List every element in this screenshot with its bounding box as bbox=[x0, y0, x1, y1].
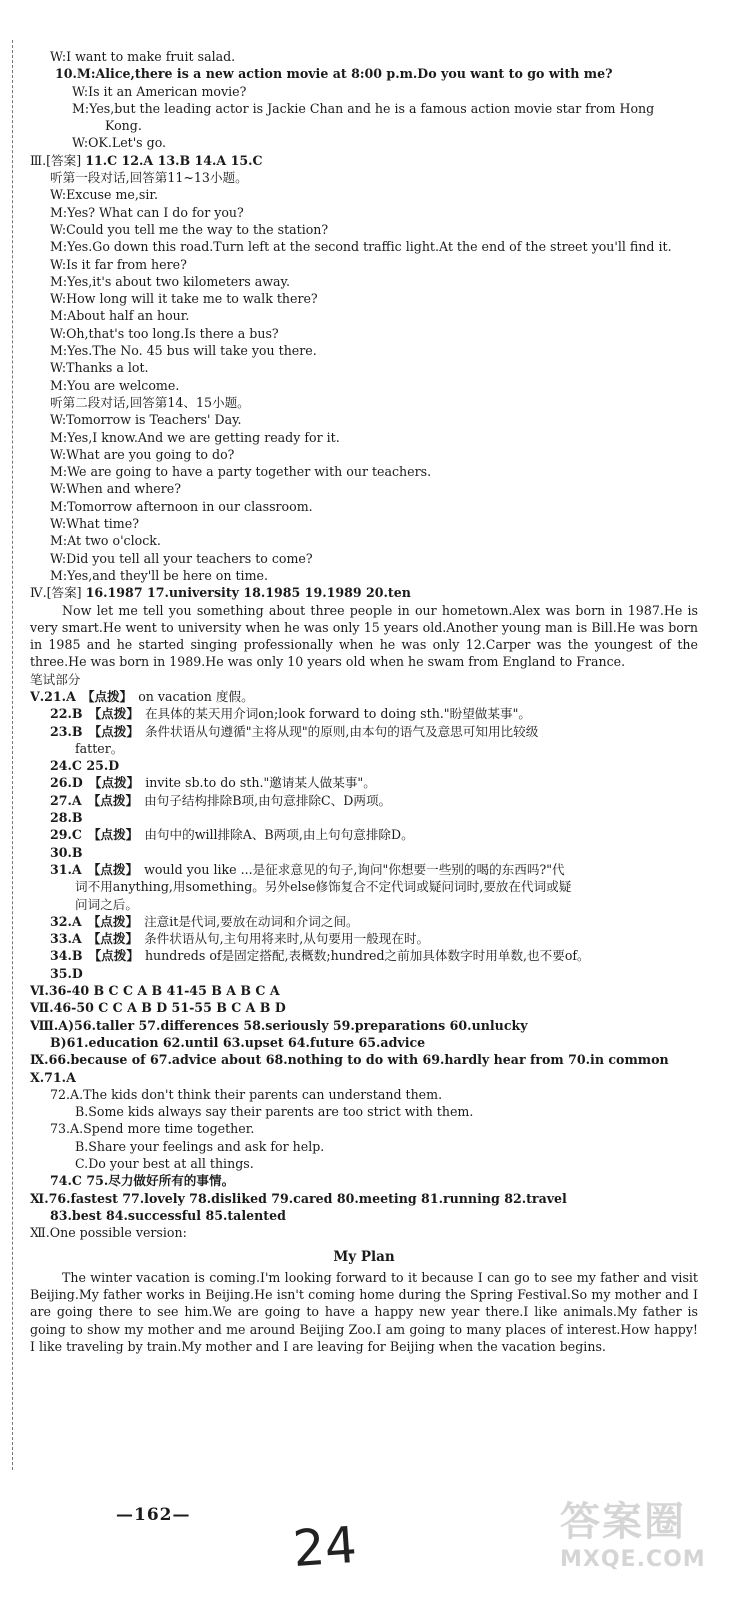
section-10-line: Ⅹ.71.A bbox=[30, 1069, 76, 1085]
dialogue-line: W:What time? bbox=[50, 516, 139, 532]
hint-tag: 【点拨】 bbox=[87, 861, 139, 877]
section-4-answer-list: 16.1987 17.university 18.1985 19.1989 20.ten bbox=[85, 585, 411, 601]
dialogue-line: W:Did you tell all your teachers to come? bbox=[50, 550, 313, 566]
dialogue-line: W:Is it far from here? bbox=[50, 256, 187, 272]
note-continuation: fatter。 bbox=[75, 740, 124, 756]
section-9-answers: Ⅸ.66.because of 67.advice about 68.nothing to do with 69.hardly hear from 70.in common bbox=[30, 1052, 669, 1068]
note-line bbox=[30, 705, 698, 722]
note-line: 28.B bbox=[50, 810, 83, 826]
essay-title: My Plan bbox=[333, 1249, 395, 1266]
note-continuation: 词不用anything,用something。另外else修饰复合不定代词或疑问词时,要放在代词或疑 bbox=[75, 879, 572, 895]
dialogue-line: W:I want to make fruit salad. bbox=[50, 49, 236, 64]
note-number: 23.B bbox=[50, 723, 83, 739]
dialogue-line: M:You are welcome. bbox=[50, 377, 180, 393]
watermark-logo bbox=[560, 1490, 720, 1590]
section-8a-answers: Ⅷ.A)56.taller 57.differences 58.seriously 59.preparations 60.unlucky bbox=[30, 1017, 528, 1033]
dialogue-line: M:Yes,but the leading actor is Jackie Chan and he is a famous action movie star from Hong bbox=[72, 100, 655, 116]
essay-body: The winter vacation is coming.I'm looking forward to it because I can go to see my father and visit Beijing.My father works in Beijing.He isn't coming home during the Spring Festival.So my mother and I are going there to see him.We are going to have a happy new year there.I like animals.My father is going to show my mother and me around Beijing Zoo.I am going to many places of interest.How happy! I like traveling by train.My mother and I are leaving for Beijing when the vacation begins. bbox=[30, 1269, 698, 1354]
note-line bbox=[30, 792, 698, 809]
note-line bbox=[30, 861, 698, 878]
note-number: 27.A bbox=[50, 792, 82, 808]
dialogue-line: W:Could you tell me the way to the station? bbox=[50, 221, 329, 237]
note-line bbox=[30, 947, 698, 964]
dialogue-line: M:Yes.Go down this road.Turn left at the second traffic light.At the end of the street you'll find it. bbox=[50, 239, 672, 255]
section-10-line: 72.A.The kids don't think their parents can understand them. bbox=[50, 1086, 443, 1102]
dialogue-line: M:At two o'clock. bbox=[50, 533, 161, 549]
note-text: on vacation 度假。 bbox=[138, 688, 254, 704]
dialogue-line: W:Is it an American movie? bbox=[72, 83, 247, 99]
note-number: 32.A bbox=[50, 913, 82, 929]
hint-tag: 【点拨】 bbox=[88, 723, 139, 739]
dialogue-line: W:How long will it take me to walk there? bbox=[50, 291, 318, 307]
dialogue-line: W:OK.Let's go. bbox=[72, 135, 167, 151]
section-4-head: Ⅳ.[答案] bbox=[30, 585, 82, 601]
note-text: would you like ...是征求意见的句子,询问"你想要一些别的喝的东西吗?"代 bbox=[144, 861, 565, 877]
dialogue-line: W:When and where? bbox=[50, 481, 181, 497]
dialogue-line: M:Yes? What can I do for you? bbox=[50, 204, 244, 220]
note-text: invite sb.to do sth."邀请某人做某事"。 bbox=[145, 775, 376, 791]
hint-tag: 【点拨】 bbox=[87, 931, 139, 947]
dialogue-line: W:What are you going to do? bbox=[50, 446, 235, 462]
hint-tag: 【点拨】 bbox=[87, 913, 139, 929]
note-number: 22.B bbox=[50, 706, 83, 722]
hint-tag: 【点拨】 bbox=[88, 948, 139, 964]
note-text: hundreds of是固定搭配,表概数;hundred之前加具体数字时用单数,也不要of。 bbox=[144, 948, 590, 964]
dialogue-line: M:Yes.The No. 45 bus will take you there. bbox=[50, 343, 317, 359]
hint-tag: 【点拨】 bbox=[87, 792, 139, 808]
note-line bbox=[30, 774, 698, 791]
handwritten-number: 24 bbox=[291, 1515, 359, 1579]
note-number: 34.B bbox=[50, 948, 83, 964]
note-text: 由句子结构排除B项,由句意排除C、D两项。 bbox=[144, 792, 392, 808]
question-10-line: 10.M:Alice,there is a new action movie at 8:00 p.m.Do you want to go with me? bbox=[55, 66, 613, 82]
watermark-bottom: MXQE.COM bbox=[560, 1547, 706, 1572]
dialogue-line: M:We are going to have a party together with our teachers. bbox=[50, 464, 432, 480]
section-4-answers bbox=[30, 584, 698, 601]
dialogue-line: M:Yes,it's about two kilometers away. bbox=[50, 273, 290, 289]
page-content bbox=[30, 48, 698, 1355]
note-line bbox=[30, 930, 698, 947]
note-line: 30.B bbox=[50, 844, 83, 860]
section-11-answers: Ⅺ.76.fastest 77.lovely 78.disliked 79.cared 80.meeting 81.running 82.travel bbox=[30, 1190, 567, 1206]
dialogue-line: W:Oh,that's too long.Is there a bus? bbox=[50, 325, 279, 341]
section-10-line: 74.C 75.尽力做好所有的事情。 bbox=[50, 1173, 235, 1189]
section-6-answers: Ⅵ.36-40 B C C A B 41-45 B A B C A bbox=[30, 983, 280, 999]
note-line bbox=[30, 723, 698, 740]
section-10-line: C.Do your best at all things. bbox=[75, 1156, 254, 1171]
dialogue-line: M:Tomorrow afternoon in our classroom. bbox=[50, 498, 313, 514]
section-8b-answers: B)61.education 62.until 63.upset 64.future 65.advice bbox=[50, 1034, 426, 1050]
note-continuation: 问词之后。 bbox=[75, 896, 138, 912]
section-3-answer-list: 11.C 12.A 13.B 14.A 15.C bbox=[85, 152, 263, 168]
binding-dashed-line bbox=[12, 40, 13, 1470]
watermark-top: 答案圈 bbox=[560, 1499, 686, 1545]
dialogue-line: W:Thanks a lot. bbox=[50, 360, 149, 376]
section-10-line: B.Share your feelings and ask for help. bbox=[75, 1138, 325, 1154]
note-text: 条件状语从句,主句用将来时,从句要用一般现在时。 bbox=[144, 931, 430, 947]
written-section-heading: 笔试部分 bbox=[30, 671, 81, 687]
dialogue-line: M:About half an hour. bbox=[50, 308, 190, 324]
note-text: 由句中的will排除A、B两项,由上句句意排除D。 bbox=[144, 827, 414, 843]
instruction-line: 听第一段对话,回答第11~13小题。 bbox=[50, 170, 248, 186]
section-3-answers bbox=[30, 152, 698, 169]
section-7-answers: Ⅶ.46-50 C C A B D 51-55 B C A B D bbox=[30, 1000, 286, 1016]
note-line bbox=[30, 688, 698, 705]
hint-tag: 【点拨】 bbox=[88, 775, 140, 791]
section-11-answers: 83.best 84.successful 85.talented bbox=[50, 1207, 286, 1223]
note-number: 31.A bbox=[50, 861, 82, 877]
section-12-head: Ⅻ.One possible version: bbox=[30, 1225, 187, 1241]
dialogue-line: W:Tomorrow is Teachers' Day. bbox=[50, 412, 242, 428]
dialogue-line: M:Yes,and they'll be here on time. bbox=[50, 567, 268, 583]
note-text: 条件状语从句遵循"主将从现"的原则,由本句的语气及意思可知用比较级 bbox=[144, 723, 539, 739]
section-3-head: Ⅲ.[答案] bbox=[30, 152, 82, 168]
dialogue-line: W:Excuse me,sir. bbox=[50, 187, 158, 203]
note-number: Ⅴ.21.A bbox=[30, 688, 76, 704]
hint-tag: 【点拨】 bbox=[87, 827, 139, 843]
instruction-line: 听第二段对话,回答第14、15小题。 bbox=[50, 394, 250, 410]
note-line: 24.C 25.D bbox=[50, 758, 120, 774]
section-10-line: 73.A.Spend more time together. bbox=[50, 1121, 255, 1137]
hint-tag: 【点拨】 bbox=[81, 688, 133, 704]
hint-tag: 【点拨】 bbox=[88, 706, 139, 722]
page-number: —162— bbox=[116, 1505, 191, 1525]
dialogue-line: Kong. bbox=[105, 118, 142, 134]
note-number: 26.D bbox=[50, 775, 83, 791]
dialogue-line: M:Yes,I know.And we are getting ready for it. bbox=[50, 429, 340, 445]
note-number: 33.A bbox=[50, 931, 82, 947]
note-text: 注意it是代词,要放在动词和介词之间。 bbox=[144, 913, 359, 929]
listening-passage: Now let me tell you something about three people in our hometown.Alex was born in 1987.He is very smart.He went to university when he was only 15 years old.Another young man is Bill.He was born in 1985 and he started singing professionally when he was only 12.Carper was the youngest of the three.He was born in 1989.He was only 10 years old when he swam from England to France. bbox=[30, 602, 698, 670]
note-number: 29.C bbox=[50, 827, 82, 843]
section-10-line: B.Some kids always say their parents are too strict with them. bbox=[75, 1104, 474, 1120]
note-text: 在具体的某天用介词on;look forward to doing sth."盼望做某事"。 bbox=[144, 706, 531, 722]
note-line bbox=[30, 826, 698, 843]
note-line bbox=[30, 913, 698, 930]
note-line: 35.D bbox=[50, 965, 83, 981]
